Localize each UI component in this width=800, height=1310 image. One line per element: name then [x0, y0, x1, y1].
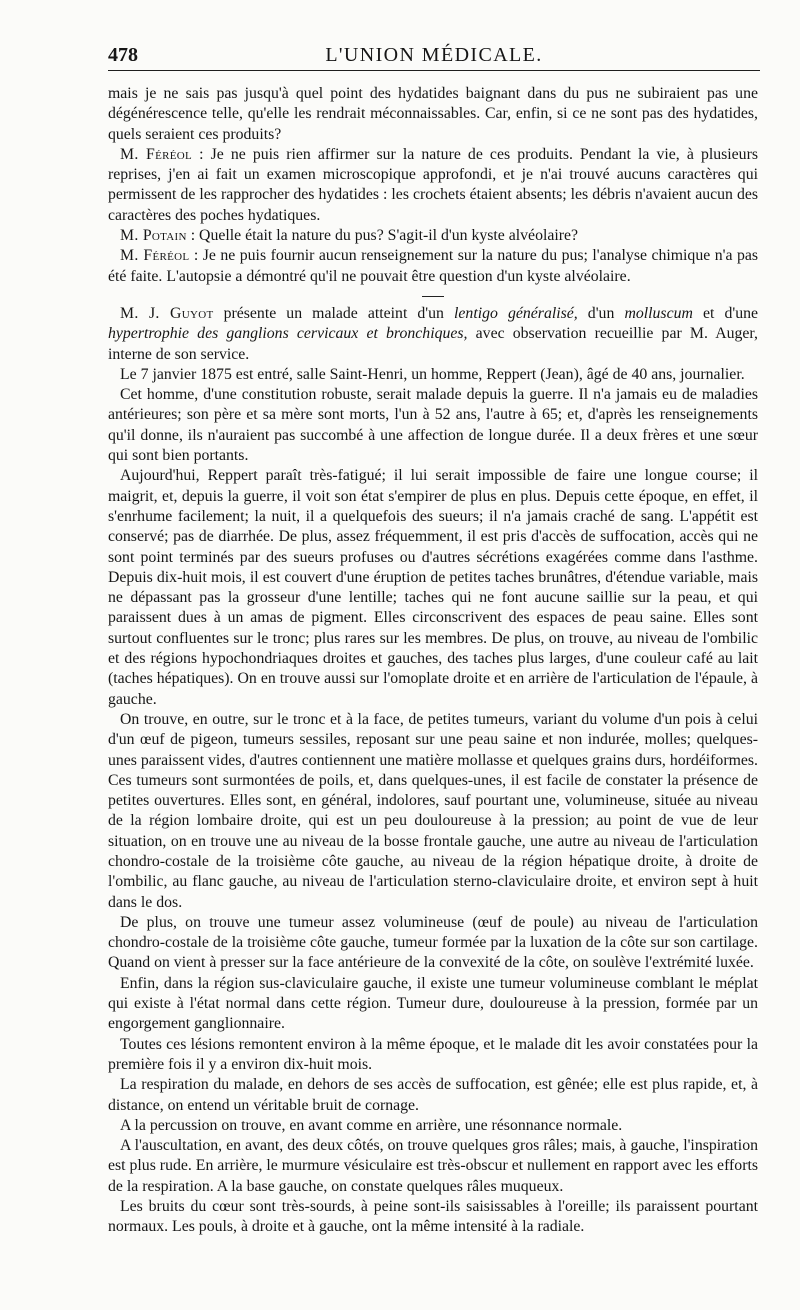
paragraph: Les bruits du cœur sont très-sourds, à peine sont-ils saisissables à l'oreille; ils paraissent pourtant normaux. Les pouls, à droite et à gauche, ont la même intensité à la radiale. — [108, 1198, 758, 1236]
paragraph: Enfin, dans la région sus-claviculaire gauche, il existe une tumeur volumineuse comblant le méplat qui existe à l'état normal dans cette région. Tumeur dure, douloureuse à la pression, formée par un engorgement ganglionnaire. — [108, 974, 758, 1033]
diagnosis-term: molluscum — [624, 304, 693, 322]
speaker-name: M. Potain — [120, 227, 187, 245]
speaker-name: M. Féréol — [120, 145, 193, 163]
section-divider — [422, 296, 444, 297]
paragraph: M. Féréol : Je ne puis fournir aucun renseignement sur la nature du pus; l'analyse chimique n'a pas été faite. L'autopsie a démontré qu'il ne pouvait être question d'un kyste alvéolaire. — [108, 247, 758, 285]
paragraph: Le 7 janvier 1875 est entré, salle Saint-Henri, un homme, Reppert (Jean), âgé de 40 ans, journalier. — [120, 365, 745, 383]
speaker-name: M. Féréol — [120, 247, 190, 265]
paragraph: A la percussion on trouve, en avant comme en arrière, une résonnance normale. — [120, 1116, 623, 1134]
paragraph: M. Féréol : Je ne puis rien affirmer sur la nature de ces produits. Pendant la vie, à plusieurs reprises, j'en ai fait un examen microscopique approfondi, et je n'ai trouvé aucuns caractères qui permissent de les rapprocher des hydatides : les crochets étaient absents; les débris n'avaient aucun des caractères des poches hydatiques. — [108, 145, 758, 224]
paragraph: De plus, on trouve une tumeur assez volumineuse (œuf de poule) au niveau de l'articulation chondro-costale de la troisième côte gauche, tumeur formée par la luxation de la côte sur son cartilage. Quand on vient à presser sur la face antérieure de la convexité de la côte, on soulève l'extrémité luxée. — [108, 913, 758, 972]
paragraph: M. Potain : Quelle était la nature du pus? S'agit-il d'un kyste alvéolaire? — [120, 227, 579, 245]
diagnosis-term: hypertrophie des ganglions cervicaux et bronchiques, — [108, 325, 468, 343]
paragraph: Cet homme, d'une constitution robuste, serait malade depuis la guerre. Il n'a jamais eu de maladies antérieures; son père et sa mère sont morts, l'un à 52 ans, l'autre à 65; et, d'après les renseignements qu'il donne, ils n'auraient pas succombé à une affection de longue durée. Il a deux frères et une sœur qui sont bien portants. — [108, 386, 758, 465]
speaker-name: M. J. Guyot — [120, 304, 214, 322]
paragraph: On trouve, en outre, sur le tronc et à la face, de petites tumeurs, variant du volume d'un pois à celui d'un œuf de pigeon, tumeurs sessiles, reposant sur une peau saine et non indurée, molles; quelques-unes paraissent vides, d'autres contiennent une matière mollasse et quelques grains durs, hordéiformes. Ces tumeurs sont surmontées de poils, et, dans quelques-unes, il est facile de constater la présence de petites ouvertures. Elles sont, en général, indolores, sauf pourtant une, volumineuse, située au niveau de la région lombaire droite, qui est un peu douloureuse à la pression; au point de vue de leur situation, on en trouve une au niveau de la bosse frontale gauche, une autre au niveau de l'articulation chondro-costale de la troisième côte gauche, au niveau de la région hépatique droite, à droite de l'ombilic, au flanc gauche, au niveau de l'articulation sterno-claviculaire droite, et environ sept à huit dans le dos. — [108, 710, 758, 911]
running-head: L'UNION MÉDICALE. — [325, 44, 543, 66]
page-number: 478 — [108, 44, 138, 66]
paragraph: M. J. Guyot présente un malade atteint d'un lentigo généralisé, d'un molluscum et d'une hypertrophie des ganglions cervicaux et bronchiques, avec observation recueillie par M. Auger, interne de son service. — [108, 304, 758, 363]
page-header — [108, 42, 760, 71]
paragraph: mais je ne sais pas jusqu'à quel point des hydatides baignant dans du pus ne subiraient pas une dégénérescence telle, qu'elle les rendrait méconnaissables. Car, enfin, si ce ne sont pas des hydatides, quels seraient ces produits? — [108, 85, 758, 143]
paragraph: Toutes ces lésions remontent environ à la même époque, et le malade dit les avoir constatées pour la première fois il y a environ dix-huit mois. — [108, 1035, 758, 1073]
paragraph: Aujourd'hui, Reppert paraît très-fatigué; il lui serait impossible de faire une longue course; il maigrit, et, depuis la guerre, il voit son état s'empirer de plus en plus. Depuis cette époque, en effet, il s'enrhume facilement; la nuit, il a quelquefois des sueurs; il n'a jamais craché de sang. L'appétit est conservé; pas de diarrhée. De plus, assez fréquemment, il est pris d'accès de suffocation, accès qui ne sont point terminés par des sueurs profuses ou d'autres sécrétions exagérées comme dans l'asthme. Depuis dix-huit mois, il est couvert d'une éruption de petites taches brunâtres, d'étendue variable, mais ne dépassant pas la grosseur d'une lentille; taches qui ne font aucune saillie sur la peau, et qui paraissent dues à un amas de pigment. Elles circonscrivent des espaces de peau saine. Elles sont surtout confluentes sur le tronc; plus rares sur les membres. De plus, on trouve, au niveau de l'ombilic et des régions hypochondriaques droites et gauches, des taches plus larges, d'une couleur café au lait (taches hépatiques). On en trouve aussi sur l'omoplate droite et en arrière de l'articulation de l'épaule, à gauche. — [108, 467, 758, 708]
diagnosis-term: lentigo généralisé, — [454, 304, 578, 322]
paragraph: A l'auscultation, en avant, des deux côtés, on trouve quelques gros râles; mais, à gauche, l'inspiration est plus rude. En arrière, le murmure vésiculaire est très-obscur et nullement en rapport avec les efforts de la respiration. A la base gauche, on constate quelques râles muqueux. — [108, 1137, 758, 1195]
body-text — [108, 84, 758, 1238]
paragraph: La respiration du malade, en dehors de ses accès de suffocation, est gênée; elle est plus rapide, et, à distance, on entend un véritable bruit de cornage. — [108, 1076, 758, 1114]
